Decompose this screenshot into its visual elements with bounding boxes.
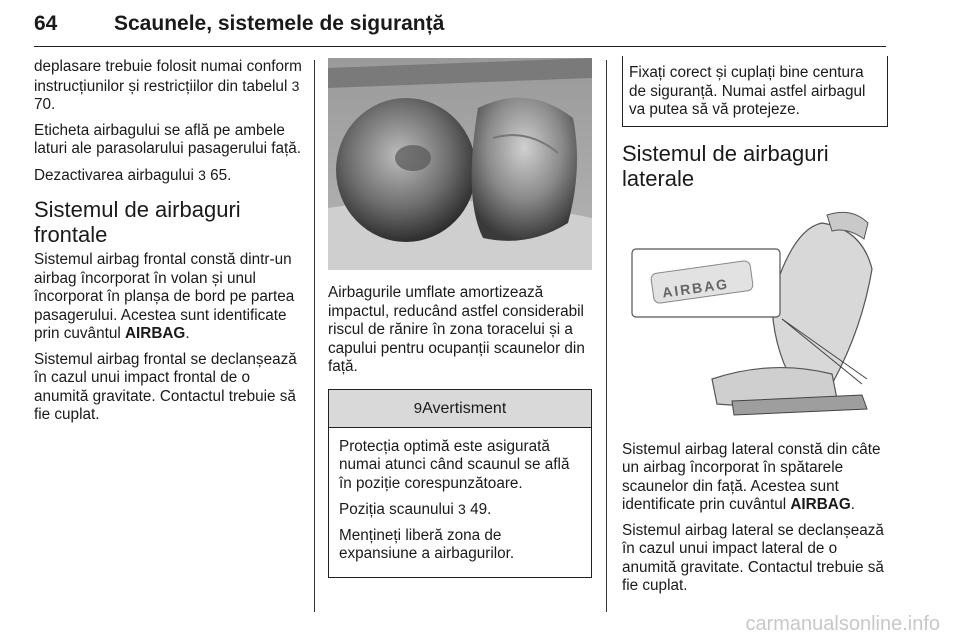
warning-body <box>329 428 591 577</box>
reference-arrow-icon: 3 <box>291 77 300 94</box>
warning-title: Avertisment <box>422 399 507 417</box>
front-airbags-photo <box>328 58 592 270</box>
paragraph: deplasare trebuie folosit numai conform instrucțiunilor și restricțiilor din tabelul 3 70. <box>34 58 302 113</box>
reference-arrow-icon: 3 <box>458 501 466 517</box>
chapter-title: Scaunele, sistemele de siguranță <box>114 12 445 35</box>
paragraph: Dezactivarea airbagului 3 65. <box>34 166 232 184</box>
page-header <box>34 0 886 47</box>
side-airbag-seat-illustration <box>622 209 886 421</box>
page-reference[interactable]: 65. <box>210 166 232 184</box>
page-reference[interactable]: 70. <box>34 96 56 113</box>
column-left <box>34 58 302 432</box>
section-heading: Sistemul de airbaguri frontale <box>34 197 241 247</box>
paragraph: Sistemul airbag lateral constă din câte un airbag încorporat în spătarele scaunelor din față. Acestea sunt identificate prin cuvântul AIRBAG. <box>622 440 881 513</box>
airbag-label-text: AIRBAG <box>124 325 186 342</box>
paragraph: Sistemul airbag frontal constă dintr-un airbag încorporat în volan și unul încorporat în planșa de bord pe partea pasagerului. Acestea sunt identificate prin cuvântul AIRBAG. <box>34 251 295 342</box>
paragraph: Eticheta airbagului se află pe ambele laturi ale parasolarului pasagerului față. <box>34 121 302 157</box>
airbag-label-text: AIRBAG <box>661 275 730 301</box>
airbag-label-text: AIRBAG <box>790 496 851 513</box>
warning-box <box>328 389 592 578</box>
paragraph: Sistemul airbag frontal se declanșează în cazul unui impact frontal de o anumită gravitate. Contactul trebuie să fie cuplat. <box>34 350 297 423</box>
paragraph: Sistemul airbag lateral se declanșează în cazul unui impact lateral de o anumită gravitate. Contactul trebuie să fie cuplat. <box>622 521 884 594</box>
section-heading: Sistemul de airbaguri laterale <box>622 140 829 191</box>
paragraph: Protecția optimă este asigurată numai atunci când scaunul se află în poziție corespunzătoare. <box>339 437 570 492</box>
reference-arrow-icon: 3 <box>198 166 206 183</box>
column-divider-1 <box>314 60 315 612</box>
page-number: 64 <box>34 12 58 35</box>
page-reference[interactable]: 49. <box>470 501 492 518</box>
column-middle <box>328 58 592 578</box>
column-divider-2 <box>606 60 607 612</box>
warning-header <box>329 390 591 428</box>
paragraph: Mențineți liberă zona de expansiune a airbagurilor. <box>339 526 515 562</box>
paragraph: Poziția scaunului 3 49. <box>339 501 492 518</box>
notice-box: Fixați corect și cuplați bine centura de siguranță. Numai astfel airbagul va putea să vă protejeze. <box>622 56 888 127</box>
watermark: carmanualsonline.info <box>745 613 940 635</box>
column-right <box>622 58 888 603</box>
image-caption: Airbagurile umflate amortizează impactul, reducând astfel considerabil riscul de rănire în zona toracelui și a capului pentru ocupanții scaunelor din față. <box>328 284 585 375</box>
warning-triangle-icon: 9 <box>413 399 423 417</box>
